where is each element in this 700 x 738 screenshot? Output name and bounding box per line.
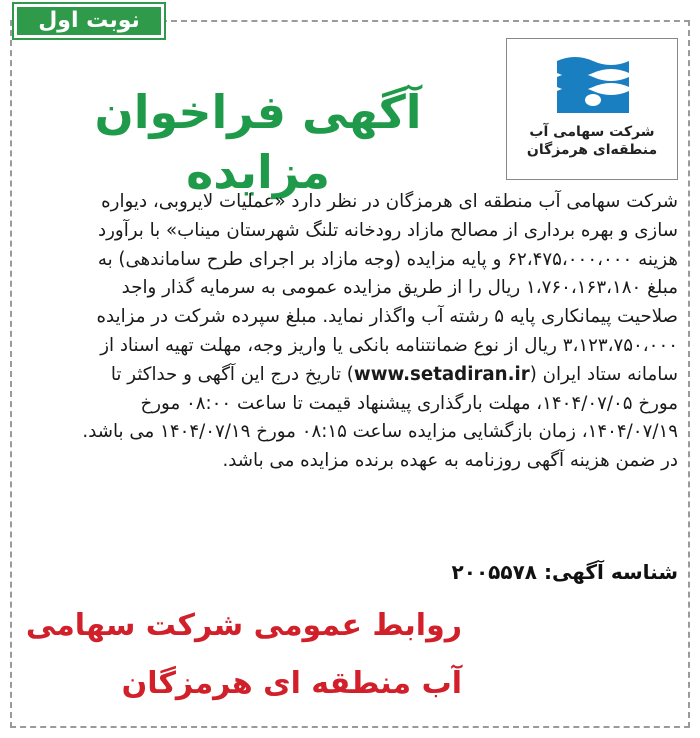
signature-line-2: آب منطقه ای هرمزگان — [121, 666, 462, 701]
logo-caption — [507, 123, 677, 159]
edition-tag-label: نوبت اول — [38, 8, 140, 33]
water-wave-icon — [557, 53, 629, 113]
body-line: صلاحیت پیمانکاری پایه ۵ رشته آب واگذار نماید. مبلغ سپرده شرکت در مزایده — [96, 306, 678, 328]
announcement-body — [28, 188, 678, 476]
body-line-site — [28, 361, 678, 390]
body-line: ۱۴۰۴/۰۷/۱۹، زمان بازگشایی مزایده ساعت ۰۸:۱۵ مورخ ۱۴۰۴/۰۷/۱۹ می باشد. — [82, 421, 678, 443]
ad-identifier — [452, 560, 678, 584]
signature-line-1: روابط عمومی شرکت سهامی — [25, 608, 462, 643]
body-line: مبلغ ۱،۷۶۰،۱۶۳،۱۸۰ ریال را از طریق مزایده عمومی به سرمایه گذار واجد — [121, 277, 678, 299]
body-line: هزینه ۶۲،۴۷۵،۰۰۰،۰۰۰ و پایه مزایده (وجه مازاد بر اجرای طرح ساماندهی) به — [97, 248, 678, 270]
site-tail: تاریخ درج این آگهی و حداکثر تا — [110, 363, 342, 385]
site-suffix: ) — [341, 363, 354, 385]
body-line: سازی و بهره برداری از مصالح مازاد رودخانه تلنگ شهرستان میناب» با برآورد — [98, 219, 678, 241]
site-link[interactable]: www.setadiran.ir — [353, 363, 530, 385]
logo-line-1: شرکت سهامی آب — [529, 124, 655, 140]
edition-tag — [14, 4, 164, 38]
body-line: ۳،۱۲۳،۷۵۰،۰۰۰ ریال از نوع ضمانتنامه بانکی یا واریز وجه، مهلت تهیه اسناد از — [100, 334, 678, 356]
body-line: در ضمن هزینه آگهی روزنامه به عهده برنده مزایده می باشد. — [222, 450, 678, 472]
site-prefix: سامانه ستاد ایران ( — [529, 363, 678, 385]
logo-line-2: منطقه‌ای هرمزگان — [526, 142, 658, 158]
company-logo — [506, 38, 678, 180]
ad-id-label: شناسه آگهی: — [543, 560, 678, 584]
body-line: شرکت سهامی آب منطقه ای هرمزگان در نظر دارد «عملیات لایروبی، دیواره — [101, 191, 678, 212]
ad-id-value: ۲۰۰۵۵۷۸ — [451, 560, 537, 584]
page-title: آگهی فراخوان مزایده — [94, 85, 422, 199]
body-line: مورخ ۱۴۰۴/۰۷/۰۵، مهلت بارگذاری پیشنهاد قیمت تا ساعت ۰۸:۰۰ مورخ — [140, 392, 678, 414]
